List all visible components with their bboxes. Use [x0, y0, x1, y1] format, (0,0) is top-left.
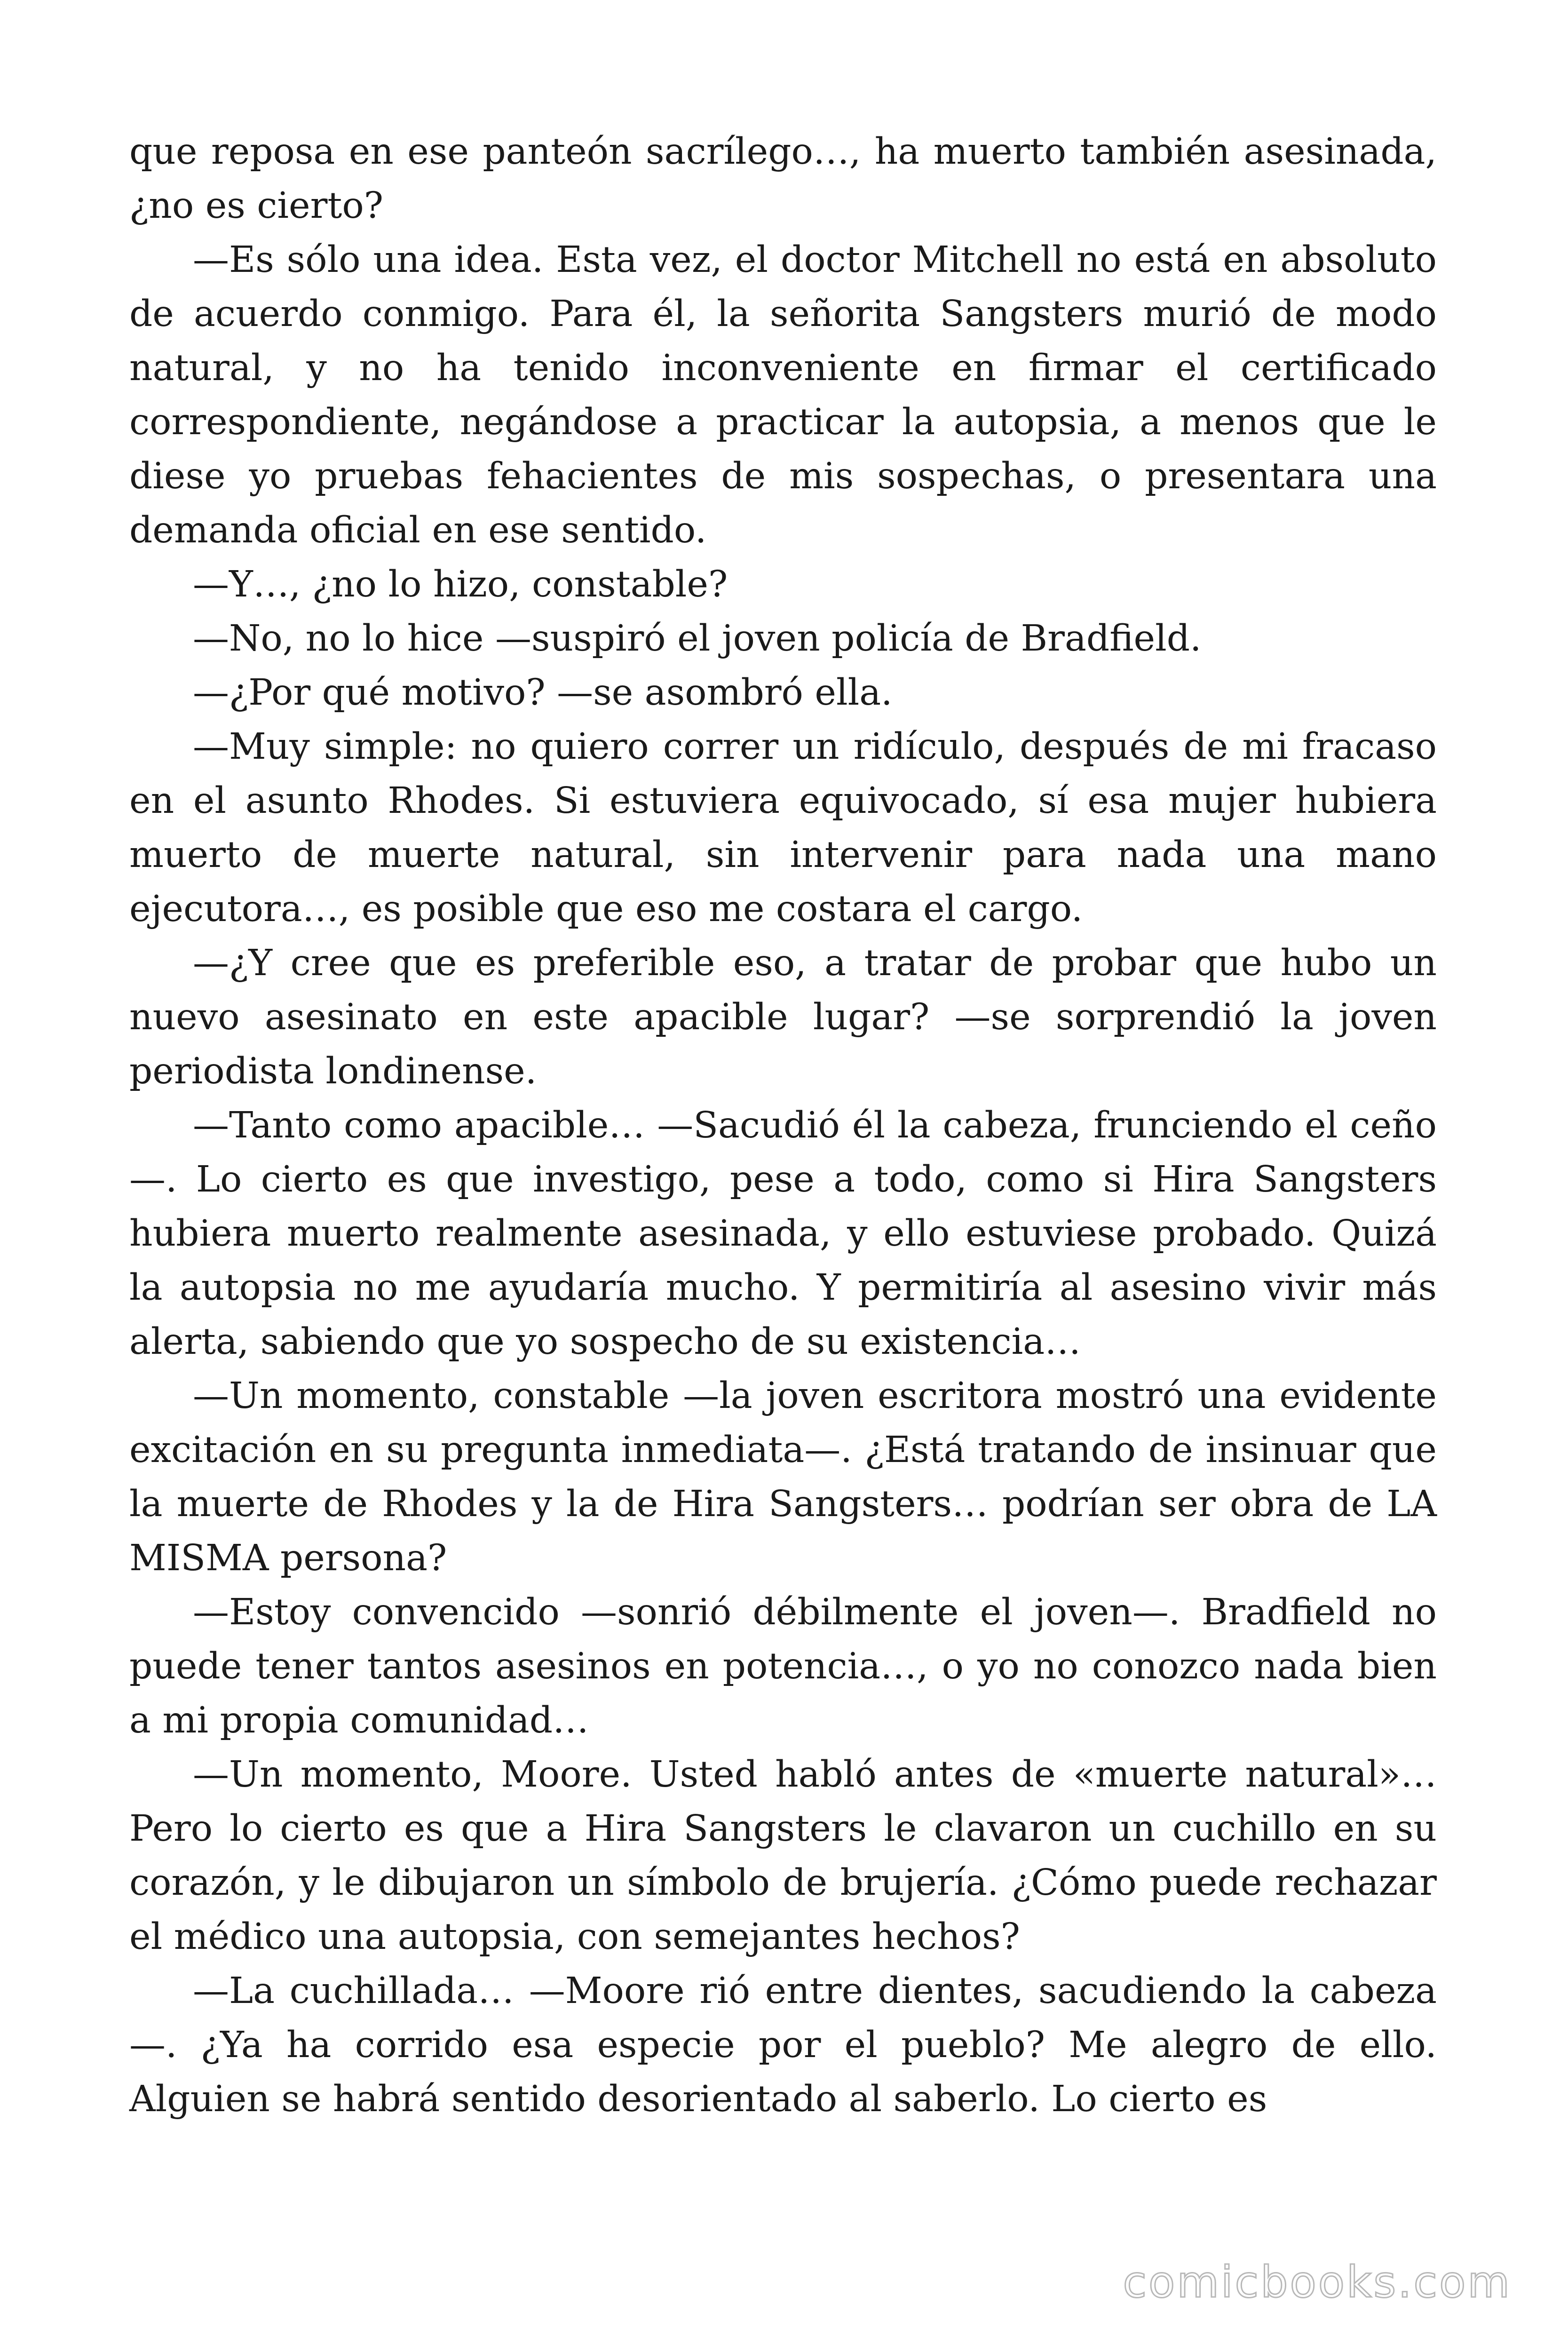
- paragraph: —Es sólo una idea. Esta vez, el doctor Mitchell no está en absoluto de acuerdo conmigo. Para él, la señorita Sangsters murió de modo natural, y no ha tenido inconveniente en firmar el certificado correspondiente, negándose a practicar la autopsia, a menos que le diese yo pruebas fehacientes de mis sospechas, o presentara una demanda oficial en ese sentido.: [129, 239, 1437, 551]
- paragraph: —Estoy convencido —sonrió débilmente el joven—. Bradfield no puede tener tantos asesinos en potencia…, o yo no conozco nada bien a mi propia comunidad…: [129, 1591, 1437, 1741]
- paragraph: —Un momento, constable —la joven escritora mostró una evidente excitación en su pregunta inmediata—. ¿Está tratando de insinuar que la muerte de Rhodes y la de Hira Sangsters… podrían ser obra de LA MISMA persona?: [129, 1375, 1437, 1579]
- paragraph: —¿Y cree que es preferible eso, a tratar de probar que hubo un nuevo asesinato en este apacible lugar? —se sorprendió la joven periodista londinense.: [129, 942, 1437, 1092]
- watermark: comicbooks.com: [1123, 2257, 1512, 2307]
- paragraph: —Un momento, Moore. Usted habló antes de «muerte natural»… Pero lo cierto es que a Hira Sangsters le clavaron un cuchillo en su corazón, y le dibujaron un símbolo de brujería. ¿Cómo puede rechazar el médico una autopsia, con semejantes hechos?: [129, 1754, 1437, 1958]
- paragraph: —Tanto como apacible… —Sacudió él la cabeza, frunciendo el ceño—. Lo cierto es que investigo, pese a todo, como si Hira Sangsters hubiera muerto realmente asesinada, y ello estuviese probado. Quizá la autopsia no me ayudaría mucho. Y permitiría al asesino vivir más alerta, sabiendo que yo sospecho de su existencia…: [129, 1104, 1437, 1363]
- paragraph: —Muy simple: no quiero correr un ridículo, después de mi fracaso en el asunto Rhodes. Si estuviera equivocado, sí esa mujer hubiera muerto de muerte natural, sin intervenir para nada una mano ejecutora…, es posible que eso me costara el cargo.: [129, 726, 1437, 930]
- paragraph: —Y…, ¿no lo hizo, constable?: [193, 564, 728, 605]
- paragraph: —¿Por qué motivo? —se asombró ella.: [193, 672, 893, 714]
- page-body: [129, 125, 1437, 2126]
- paragraph: —No, no lo hice —suspiró el joven policía de Bradfield.: [193, 618, 1202, 660]
- paragraph: —La cuchillada… —Moore rió entre dientes, sacudiendo la cabeza—. ¿Ya ha corrido esa especie por el pueblo? Me alegro de ello. Alguien se habrá sentido desorientado al saberlo. Lo cierto es: [129, 1970, 1437, 2120]
- paragraph: que reposa en ese panteón sacrílego…, ha muerto también asesinada, ¿no es cierto?: [129, 131, 1437, 227]
